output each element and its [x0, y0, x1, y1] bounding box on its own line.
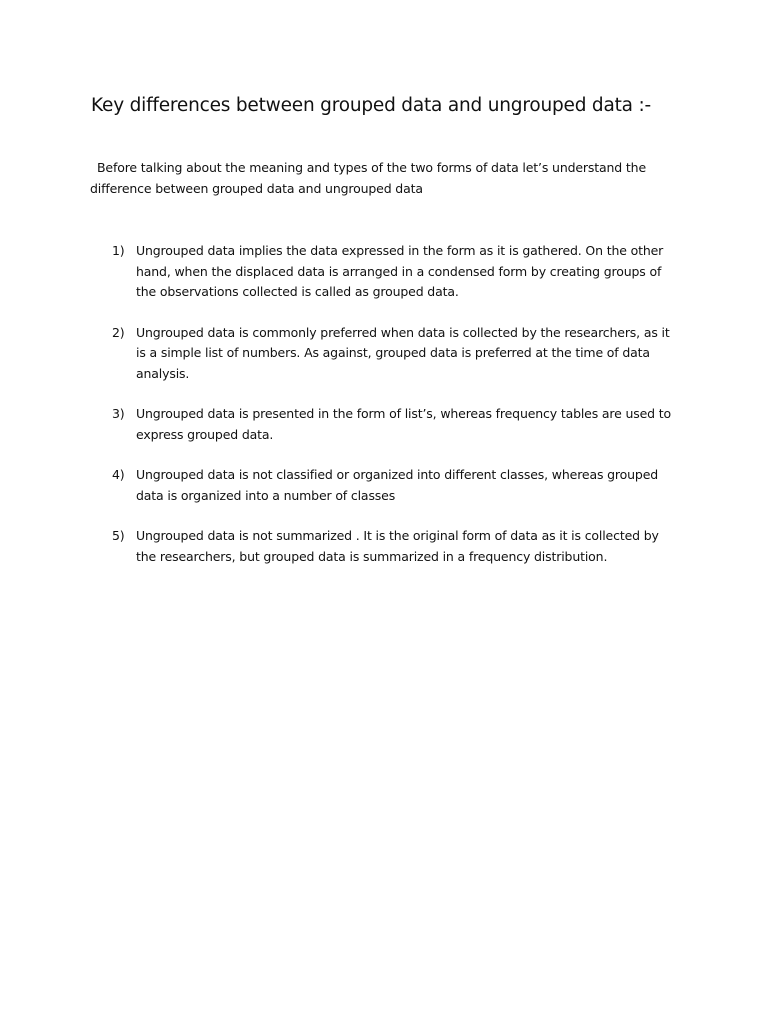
list-item-number: 4) [112, 467, 125, 482]
list-item-text: Ungrouped data is commonly preferred when data is collected by the researchers, as it is a simple list of numbers. As against, grouped data is preferred at the time of data analysis. [136, 324, 670, 381]
list-item-number: 3) [112, 406, 125, 421]
document-title: Key differences between grouped data and ungrouped data :- [91, 95, 651, 116]
list-item-number: 1) [112, 243, 125, 258]
differences-list [112, 241, 682, 587]
intro-text: Before talking about the meaning and types of the two forms of data let’s understand the difference between grouped data and ungrouped data [90, 160, 646, 196]
list-item [112, 323, 682, 385]
list-item-number: 2) [112, 324, 125, 340]
list-item-text: Ungrouped data is not classified or organized into different classes, whereas grouped data is organized into a number of classes [136, 467, 659, 503]
list-item-text: Ungrouped data implies the data expressed in the form as it is gathered. On the other hand, when the displaced data is arranged in a condensed form by creating groups of the observations collected is called as grouped data. [136, 243, 664, 299]
intro-paragraph [90, 158, 690, 199]
list-item-number: 5) [112, 528, 125, 543]
list-item-text: Ungrouped data is not summarized . It is the original form of data as it is collected by the researchers, but grouped data is summarized in a frequency distribution. [136, 528, 659, 564]
list-item [112, 241, 682, 303]
list-item [112, 404, 682, 445]
list-item-text: Ungrouped data is presented in the form of list’s, whereas frequency tables are used to express grouped data. [136, 406, 672, 442]
list-item [112, 526, 682, 567]
list-item [112, 465, 682, 506]
